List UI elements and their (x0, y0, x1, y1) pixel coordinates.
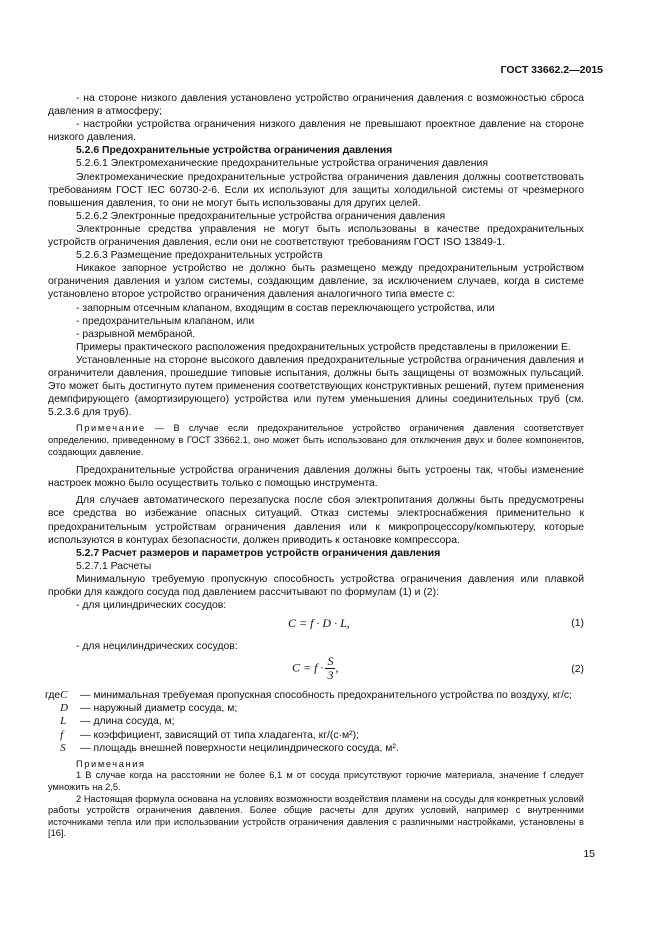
fraction-numerator: S (327, 654, 334, 669)
document-code-header: ГОСТ 33662.2—2015 (500, 64, 603, 76)
note (48, 423, 584, 458)
definition-symbol: S (60, 741, 66, 754)
note-item: 2 Настоящая формула основана на условиях возможности воздействия пламени на сосуды для конкретных условий работы устройств ограничения давления. Более общие расчеты для других условий, например с внутренними источниками тепла или при использовании устройств ограничения давления с различными настройками, установлены в [16]. (48, 793, 584, 839)
list-item: - запорным отсечным клапаном, входящим в состав переключающего устройства, или (76, 302, 495, 314)
definition-row (45, 742, 572, 755)
section-heading-5-2-7: 5.2.7 Расчет размеров и параметров устройств ограничения давления (76, 547, 441, 559)
list-item: - предохранительным клапаном, или (76, 315, 255, 327)
page-number: 15 (583, 848, 595, 860)
definition-symbol: f (60, 728, 64, 741)
section-heading-5-2-6: 5.2.6 Предохранительные устройства ограничения давления (76, 145, 393, 157)
note-label: Примечание (76, 423, 146, 434)
formula-2-tail: , (335, 660, 339, 675)
definition-symbol: D (60, 702, 69, 715)
definition-row (45, 689, 572, 702)
subsection-title: 5.2.6.1 Электромеханические предохранительные устройства ограничения давления (76, 158, 488, 170)
list-item: - разрывной мембраной. (76, 328, 196, 340)
paragraph: Для случаев автоматического перезапуска после сбоя электропитания должны быть предусмотрены все средства во избежание опасных ситуаций. Отказ системы электроснабжения применительно к предохранительным устройствам ограничения давления или к микропроцессору/компьютеру, которые используются в контурах безопасности, должен приводить к остановке компрессора. (48, 495, 584, 546)
definitions-table (45, 689, 572, 754)
definition-row (45, 729, 572, 742)
definition-text: — длина сосуда, м; (80, 716, 175, 728)
subsection-title: 5.2.6.3 Размещение предохранительных устройств (76, 250, 323, 262)
paragraph: Минимальную требуемую пропускную способность устройства ограничения давления или плавкой пробки для каждого сосуда под давлением рассчитывают по формулам (1) и (2): (48, 573, 584, 598)
subsection-title: 5.2.7.1 Расчеты (76, 560, 152, 572)
formula-2-number: (2) (571, 664, 584, 676)
list-item: - для нецилиндрических сосудов: (76, 641, 238, 653)
formula-2-lhs: C = f · (292, 660, 324, 675)
definition-symbol: L (60, 715, 67, 728)
list-item: - для цилиндрических сосудов: (76, 600, 227, 612)
definition-symbol: C (60, 689, 68, 702)
formula-2-fraction (325, 655, 335, 682)
subsection-title: 5.2.6.2 Электронные предохранительные устройства ограничения давления (76, 210, 446, 222)
page-body (45, 92, 584, 840)
formula-1-expression: C = f · D · L, (288, 616, 350, 631)
paragraph: Установленные на стороне высокого давления предохранительные устройства ограничения давления и ограничители давления, прошедшие типовые испытания, должны быть защищены от возможных пульсаций. Это может быть достигнуто путем применения соответствующих конструктивных решений, путем применения демпфирующего (амортизирующего) устройства или путем уменьшения длины соединительных труб (см. 5.2.3.6 для труб). (48, 354, 584, 419)
paragraph: Электромеханические предохранительные устройства ограничения давления должны соответствовать требованиям ГОСТ IEC 60730-2-6. Если их используют для защиты холодильной системы от чрезмерного повышения давления, то они не могут быть использованы для других целей. (48, 171, 584, 209)
formula-2-expression (292, 655, 338, 682)
list-item: - настройки устройства ограничения низкого давления не превышают проектное давление на стороне низкого давления. (48, 119, 584, 144)
formula-2 (48, 653, 584, 689)
paragraph: Никакое запорное устройство не должно быть размещено между предохранительным устройством ограничения давления и узлом системы, создающим давление, за исключением случаев, когда в системе установлено второе устройство ограничения давления аналогичного типа вместе с: (48, 263, 584, 301)
formula-1-number: (1) (571, 618, 584, 630)
definition-text: — площадь внешней поверхности нецилиндрического сосуда, м². (80, 742, 399, 754)
list-item: - на стороне низкого давления установлено устройство ограничения давления с возможностью сброса давления в атмосферу; (48, 93, 584, 118)
definition-text: — наружный диаметр сосуда, м; (80, 703, 238, 715)
paragraph: Предохранительные устройства ограничения давления должны быть устроены так, чтобы изменение настроек можно было осуществить только с помощью инструмента. (48, 465, 584, 490)
paragraph: Электронные средства управления не могут быть использованы в качестве предохранительных устройств ограничения давления, если они не соответствуют требованиям ГОСТ ISO 13849-1. (48, 223, 584, 249)
paragraph: Примеры практического расположения предохранительных устройств представлены в приложении Е. (76, 341, 571, 353)
definition-row (45, 702, 572, 715)
definition-row (45, 715, 572, 728)
definition-text: — минимальная требуемая пропускная способность предохранительного устройства по воздуху, кг/с; (80, 690, 572, 702)
formula-1 (48, 612, 584, 640)
definition-text: — коэффициент, зависящий от типа хладагента, кг/(с·м²); (80, 729, 359, 741)
where-label: где (45, 690, 61, 702)
note-text: — В случае если предохранительное устройство ограничения давления соответствует определению, приведенному в ГОСТ 33662.1, оно может быть использовано для отключения двух и более компонентов, создающих давление. (48, 423, 584, 457)
notes-label: Примечания (76, 758, 146, 769)
fraction-denominator: 3 (327, 668, 334, 683)
note-item: 1 В случае когда на расстоянии не более 6,1 м от сосуда присутствуют горючие материала, значение f следует умножить на 2,5. (48, 770, 584, 792)
